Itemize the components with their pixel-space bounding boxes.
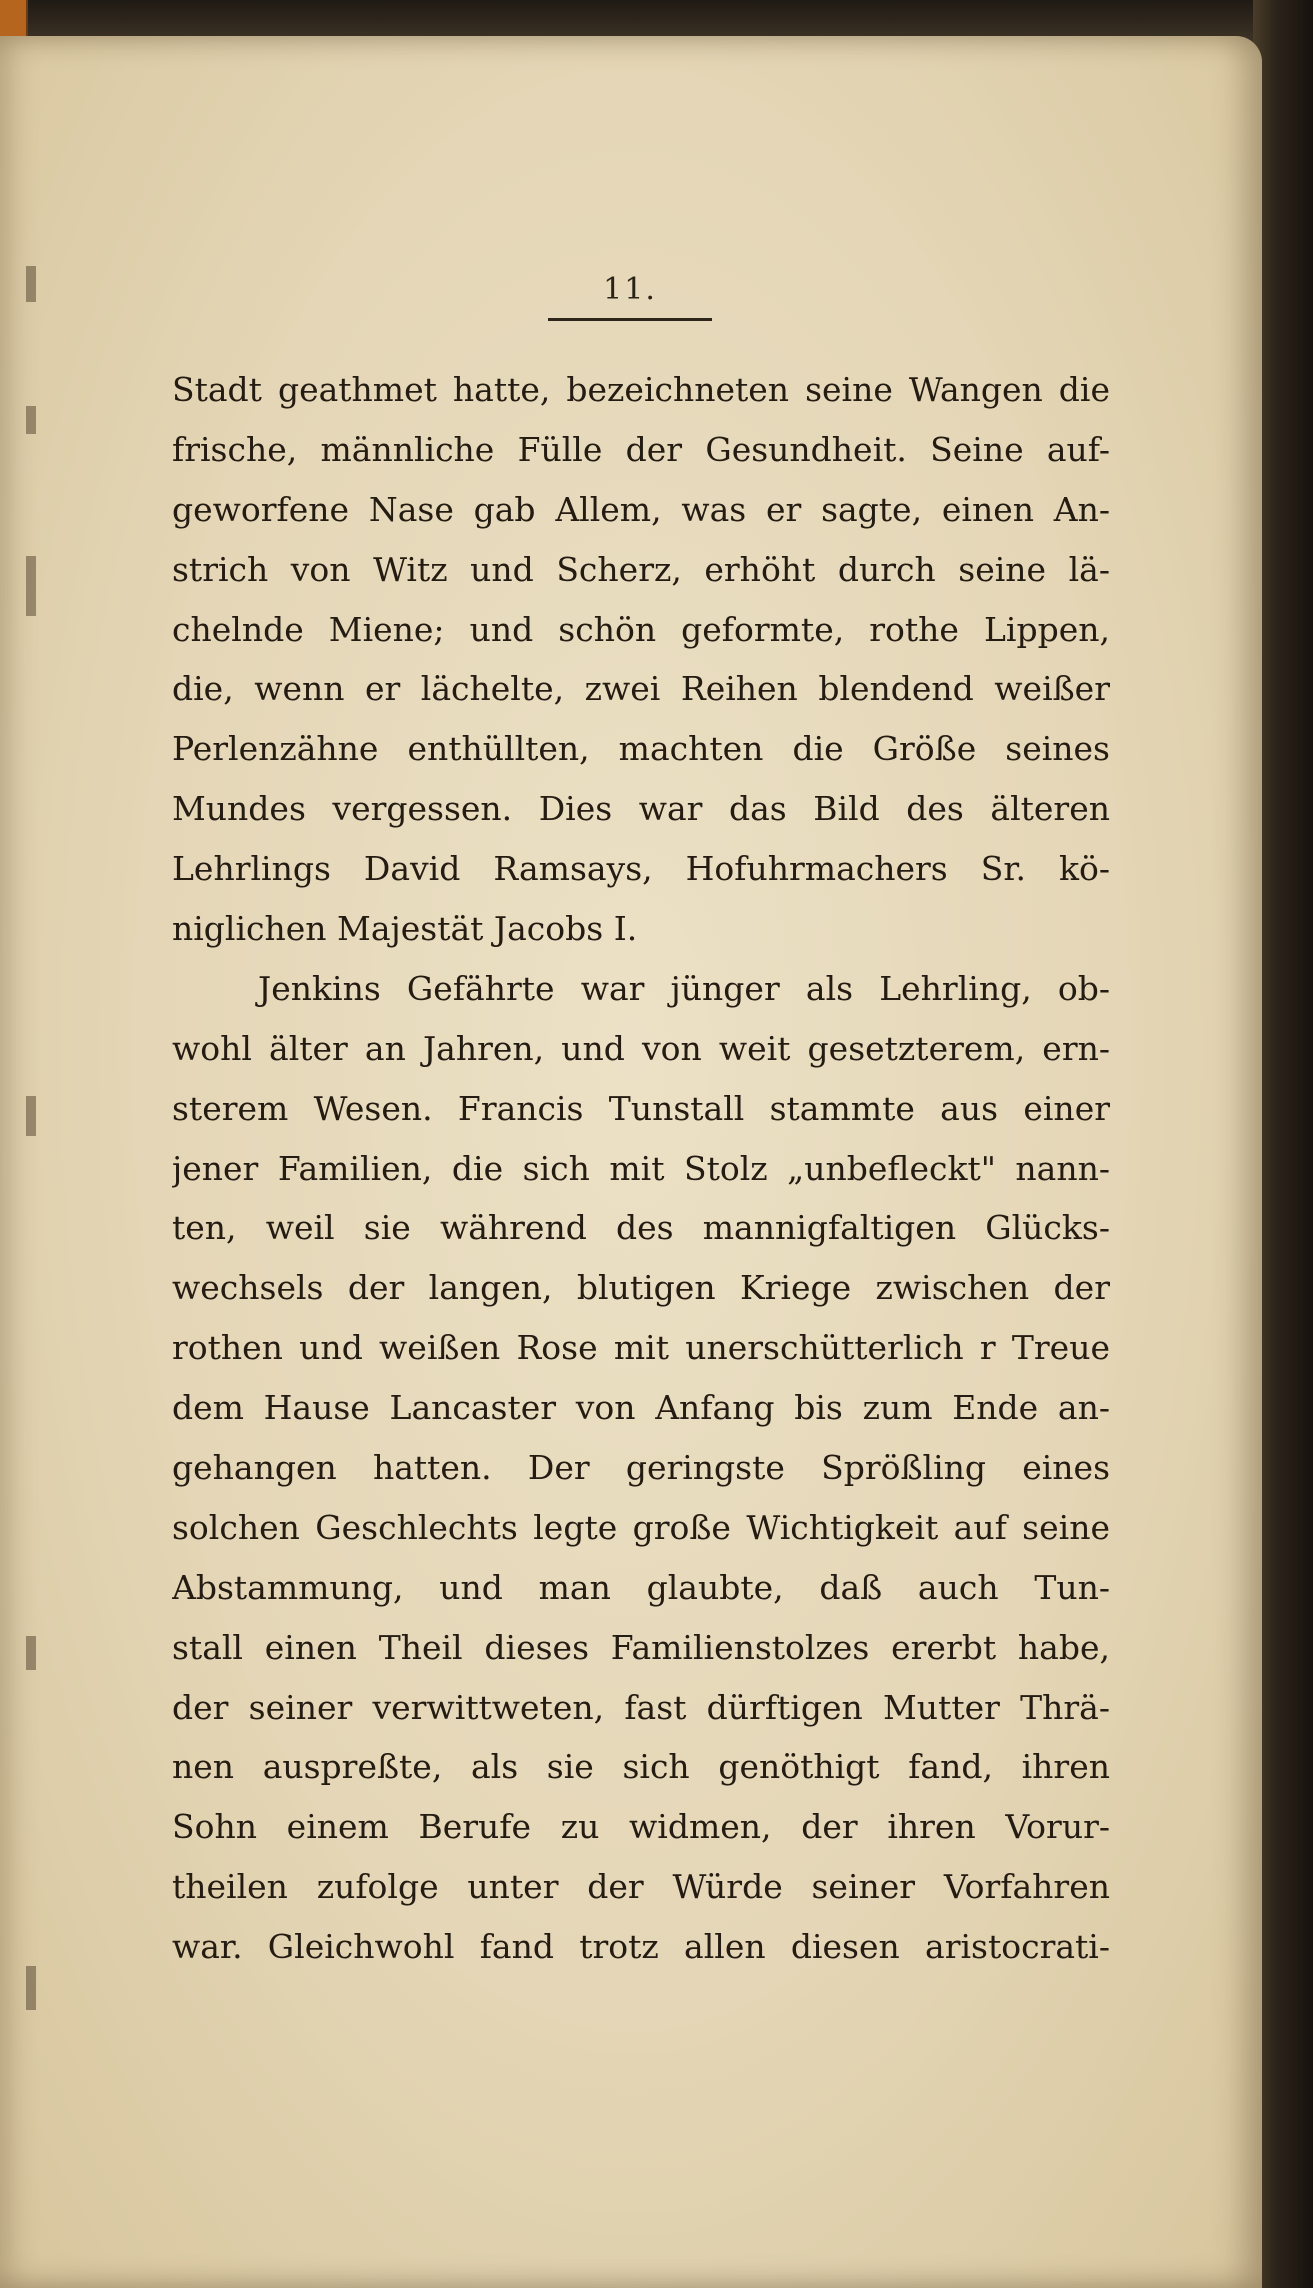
gutter-mark <box>26 1636 36 1670</box>
text-line: theilen zufolge unter der Würde seiner Vorfahren <box>172 1867 1110 1907</box>
text-line: chelnde Miene; und schön geformte, rothe Lippen, <box>172 609 1110 649</box>
page-number-rule <box>548 318 712 321</box>
gutter-mark <box>26 406 36 434</box>
text-line: Mundes vergessen. Dies war das Bild des älteren <box>172 789 1110 829</box>
text-line: wohl älter an Jahren, und von weit gesetzterem, ern- <box>172 1028 1110 1068</box>
text-line: stall einen Theil dieses Familienstolzes ererbt habe, <box>172 1627 1110 1667</box>
text-line: die, wenn er lächelte, zwei Reihen blendend weißer <box>172 669 1110 709</box>
text-line: wechsels der langen, blutigen Kriege zwischen der <box>172 1268 1110 1308</box>
text-line: niglichen Majestät Jacobs I. <box>172 909 638 949</box>
text-line: Abstammung, und man glaubte, daß auch Tun- <box>172 1567 1110 1607</box>
text-line: gehangen hatten. Der geringste Sprößling eines <box>172 1448 1110 1488</box>
gutter-mark <box>26 556 36 616</box>
text-line: sterem Wesen. Francis Tunstall stammte aus einer <box>172 1088 1110 1128</box>
text-line: Perlenzähne enthüllten, machten die Größe seines <box>172 729 1110 769</box>
body-text <box>172 360 1110 1977</box>
text-line: Sohn einem Berufe zu widmen, der ihren Vorur- <box>172 1807 1110 1847</box>
text-line: nen auspreßte, als sie sich genöthigt fand, ihren <box>172 1747 1110 1787</box>
text-line: geworfene Nase gab Allem, was er sagte, einen An- <box>172 489 1110 529</box>
text-line: jener Familien, die sich mit Stolz „unbefleckt" nann- <box>172 1148 1110 1188</box>
text-line: rothen und weißen Rose mit unerschütterlich r Treue <box>172 1328 1110 1368</box>
text-line: war. Gleichwohl fand trotz allen diesen aristocrati- <box>172 1927 1110 1967</box>
gutter-mark <box>26 1966 36 2010</box>
text-line: der seiner verwittweten, fast dürftigen Mutter Thrä- <box>172 1687 1110 1727</box>
text-line: frische, männliche Fülle der Gesundheit. Seine auf- <box>172 429 1110 469</box>
text-line: Lehrlings David Ramsays, Hofuhrmachers Sr. kö- <box>172 849 1110 889</box>
text-line: Stadt geathmet hatte, bezeichneten seine Wangen die <box>172 370 1110 409</box>
book-fore-edge <box>1253 0 1313 2288</box>
gutter-mark <box>26 1096 36 1136</box>
text-line: strich von Witz und Scherz, erhöht durch seine lä- <box>172 549 1110 589</box>
text-line: solchen Geschlechts legte große Wichtigkeit auf seine <box>172 1507 1110 1547</box>
text-line: dem Hause Lancaster von Anfang bis zum Ende an- <box>172 1388 1110 1428</box>
text-line: Jenkins Gefährte war jünger als Lehrling, ob- <box>258 968 1110 1008</box>
gutter-mark <box>26 266 36 302</box>
page-number: 11. <box>603 272 657 307</box>
text-line: ten, weil sie während des mannigfaltigen Glücks- <box>172 1208 1110 1248</box>
